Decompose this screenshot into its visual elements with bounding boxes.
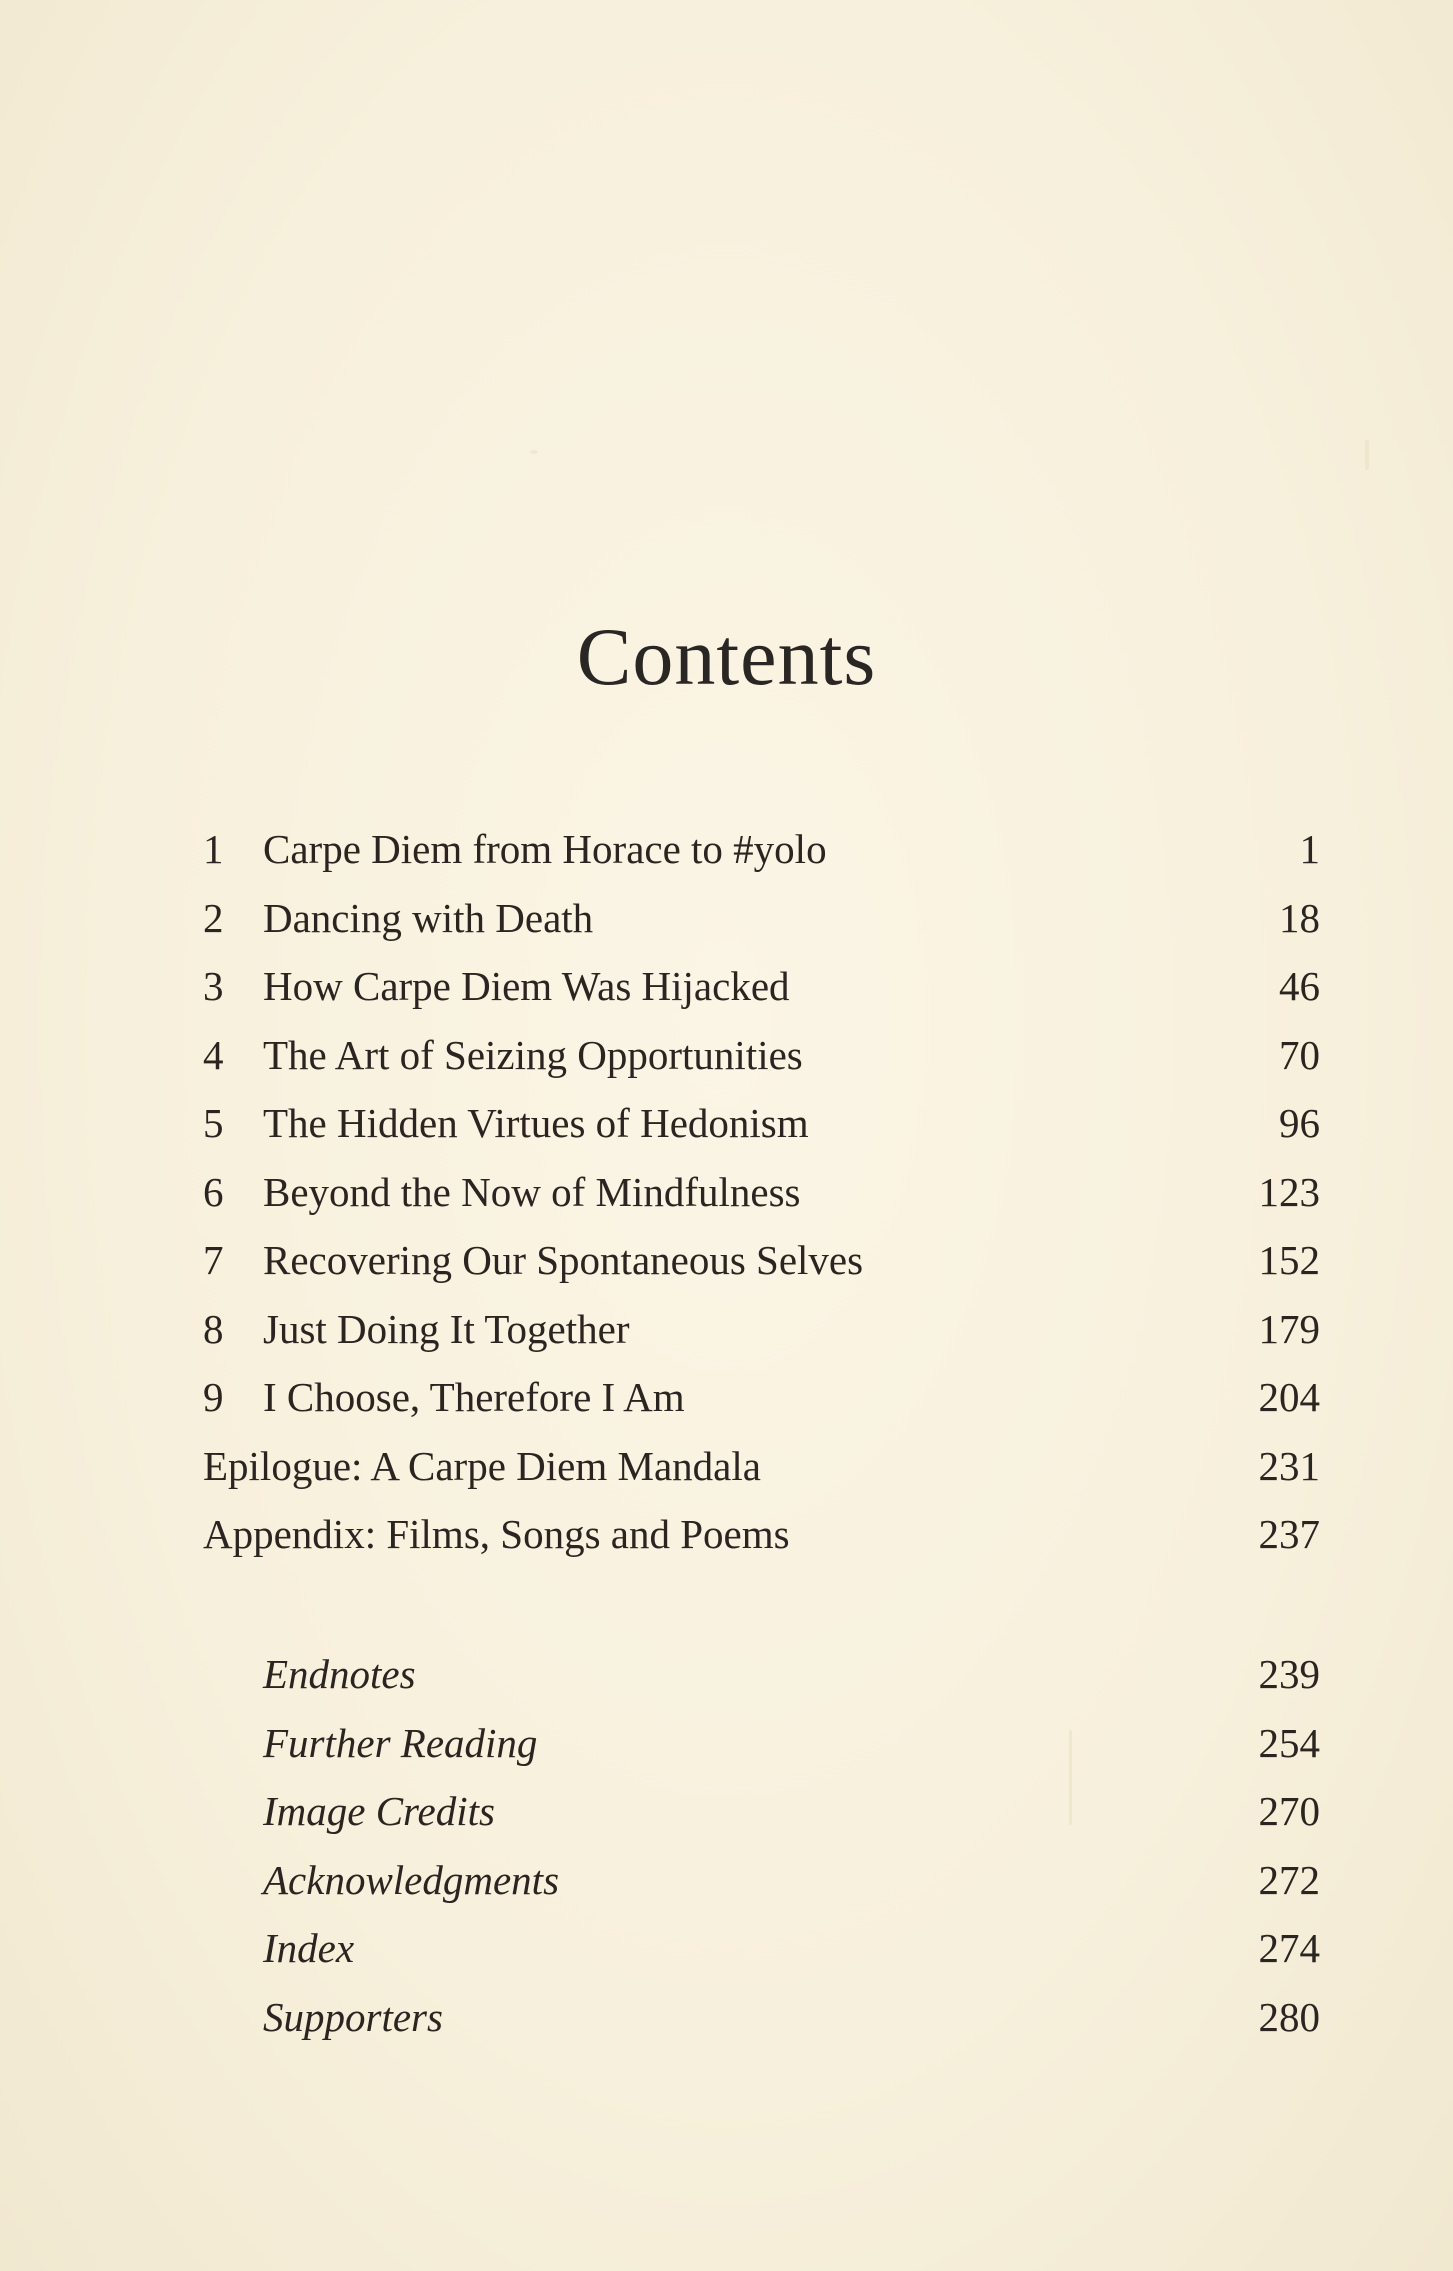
page-number: 18	[1279, 894, 1320, 941]
epilogue-title: Epilogue: A Carpe Diem Mandala	[203, 1442, 761, 1489]
chapter-title: The Hidden Virtues of Hedonism	[263, 1100, 809, 1146]
chapter-title: Carpe Diem from Horace to #yolo	[263, 826, 827, 872]
page-number: 231	[1258, 1442, 1320, 1489]
page-number: 270	[1258, 1788, 1320, 1834]
page-number: 237	[1258, 1511, 1320, 1557]
chapter-title: The Art of Seizing Opportunities	[263, 1031, 803, 1078]
chapter-title: Just Doing It Together	[263, 1305, 630, 1352]
page-number: 204	[1258, 1374, 1320, 1420]
toc-entry	[203, 1158, 1320, 1227]
back-matter-title: Supporters	[263, 1993, 443, 2040]
chapter-number: 4	[203, 1031, 224, 1078]
chapter-number: 5	[203, 1100, 224, 1146]
paper-blemish	[1365, 440, 1369, 470]
toc-entry	[203, 884, 1320, 953]
toc-entry	[203, 1363, 1320, 1432]
toc-entry	[203, 1089, 1320, 1158]
back-matter-entry	[203, 1914, 1320, 1983]
back-matter-title: Index	[263, 1925, 355, 1971]
back-matter-title: Endnotes	[263, 1651, 416, 1697]
back-matter-title: Further Reading	[263, 1719, 538, 1766]
toc-entry	[203, 1500, 1320, 1569]
page-number: 274	[1258, 1925, 1320, 1971]
chapter-number: 6	[203, 1168, 224, 1215]
page-number: 123	[1258, 1168, 1320, 1215]
chapter-number: 2	[203, 894, 224, 941]
back-matter-entry	[203, 1709, 1320, 1778]
chapter-number: 1	[203, 826, 224, 872]
chapter-title: Beyond the Now of Mindfulness	[263, 1168, 801, 1215]
paper-blemish	[530, 450, 538, 454]
page-number: 96	[1279, 1100, 1320, 1146]
page-number: 254	[1258, 1719, 1320, 1766]
page-number: 46	[1279, 963, 1320, 1009]
toc-entry	[203, 1021, 1320, 1090]
page-title: Contents	[576, 611, 877, 702]
toc-entry	[203, 952, 1320, 1021]
chapter-title: Recovering Our Spontaneous Selves	[263, 1237, 864, 1283]
back-matter-title: Image Credits	[263, 1788, 495, 1834]
toc-entry	[203, 1226, 1320, 1295]
back-matter-title: Acknowledgments	[263, 1856, 560, 1903]
back-matter-entry	[203, 1846, 1320, 1915]
toc-entry	[203, 815, 1320, 884]
page-number: 1	[1299, 826, 1320, 872]
toc-entry	[203, 1295, 1320, 1364]
back-matter-entry	[203, 1640, 1320, 1709]
back-matter-entry	[203, 1777, 1320, 1846]
chapter-number: 8	[203, 1305, 224, 1352]
page-number: 152	[1258, 1237, 1320, 1283]
page-number: 280	[1258, 1993, 1320, 2040]
toc-entry	[203, 1432, 1320, 1501]
page-number: 239	[1258, 1651, 1320, 1697]
chapter-title: Dancing with Death	[263, 894, 594, 941]
table-of-contents	[203, 815, 1320, 1569]
back-matter-entry	[203, 1983, 1320, 2052]
page-number: 70	[1279, 1031, 1320, 1078]
page-number: 179	[1258, 1305, 1320, 1352]
chapter-title: I Choose, Therefore I Am	[263, 1374, 685, 1420]
chapter-number: 3	[203, 963, 224, 1009]
chapter-title: How Carpe Diem Was Hijacked	[263, 963, 790, 1009]
appendix-title: Appendix: Films, Songs and Poems	[203, 1511, 790, 1557]
chapter-number: 7	[203, 1237, 224, 1283]
back-matter-list	[203, 1640, 1320, 2051]
page-number: 272	[1258, 1856, 1320, 1903]
chapter-number: 9	[203, 1374, 224, 1420]
